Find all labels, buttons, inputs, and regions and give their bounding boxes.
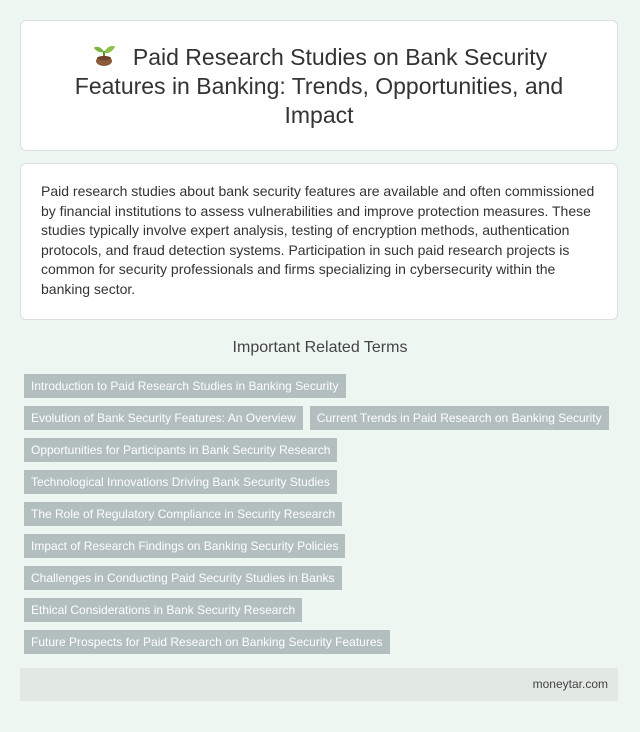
related-term-tag[interactable]: Introduction to Paid Research Studies in Banking Security: [24, 374, 346, 398]
tag-row: [24, 630, 624, 662]
seedling-icon: [91, 42, 117, 68]
related-term-tag[interactable]: Challenges in Conducting Paid Security Studies in Banks: [24, 566, 342, 590]
related-term-tag[interactable]: Opportunities for Participants in Bank Security Research: [24, 438, 337, 462]
summary-text: Paid research studies about bank security features are available and often commissioned by financial institutions to assess vulnerabilities and improve protection measures. These studies typically involve expert analysis, testing of encryption methods, authentication protocols, and fraud detection systems. Participation in such paid research projects is common for security professionals and firms specializing in cybersecurity within the banking sector.: [41, 183, 595, 297]
related-term-tag[interactable]: Current Trends in Paid Research on Banking Security: [310, 406, 609, 430]
footer: [20, 668, 618, 701]
summary-card: [20, 163, 618, 320]
tag-row: [24, 438, 624, 470]
tag-row: [24, 374, 624, 406]
title-card: [20, 20, 618, 151]
page-title: [61, 42, 577, 130]
footer-site-name[interactable]: moneytar.com: [532, 677, 608, 691]
tag-row: [24, 502, 624, 534]
tag-row: [24, 598, 624, 630]
related-term-tag[interactable]: Ethical Considerations in Bank Security Research: [24, 598, 302, 622]
related-term-tag[interactable]: Evolution of Bank Security Features: An Overview: [24, 406, 303, 430]
tag-row: [24, 470, 624, 502]
tag-row: [24, 566, 624, 598]
related-term-tag[interactable]: The Role of Regulatory Compliance in Security Research: [24, 502, 342, 526]
related-term-tag[interactable]: Impact of Research Findings on Banking Security Policies: [24, 534, 345, 558]
related-term-tag[interactable]: Technological Innovations Driving Bank Security Studies: [24, 470, 337, 494]
tag-row: [24, 406, 624, 438]
related-terms-heading: Important Related Terms: [232, 339, 408, 356]
page-title-text: Paid Research Studies on Bank Security Features in Banking: Trends, Opportunities, and Impact: [74, 43, 564, 128]
tag-row: [24, 534, 624, 566]
related-terms-list: [24, 374, 624, 662]
related-term-tag[interactable]: Future Prospects for Paid Research on Banking Security Features: [24, 630, 390, 654]
